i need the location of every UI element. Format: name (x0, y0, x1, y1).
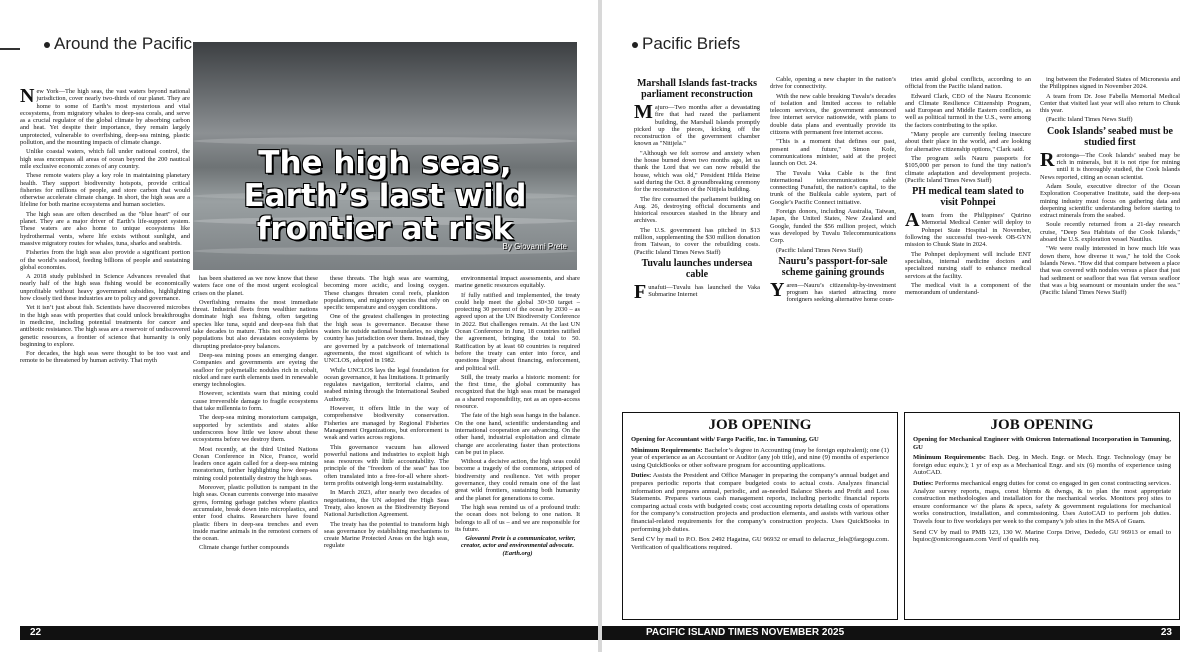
paragraph-text: unafuti—Tuvalu has launched the Vaka Submarine Internet (648, 283, 760, 299)
section-title-left: Around the Pacific (44, 34, 194, 56)
paragraph: Soule recently returned from a 21-day research cruise, "Deep Sea Habitats of the Cook Islands," aboard the U.S. exploration vessel Nautilus. (1040, 221, 1180, 244)
paragraph: Adam Soule, executive director of the Ocean Exploration Cooperative Institute, said the deep-sea mining industry must focus on gathering data and deepening scientific understanding before starting to extract minerals from the seabed. (1040, 182, 1180, 220)
duties-text: Performs mechanical engrg duties for const co engaged in gen const contracting services. Analyze survey reports, maps, const blprnts & dwngs, & to plan the most appropriate construction methodologies and installation for the mechanical works. Monitors proj sites to ensure conformance w/ the plans & specs, safety & government regulations for mechanical works construction, installation, and commissioning. Uses AutoCAD to perform job duties. Travels four to five workdays per week to the company’s job sites in the MSA of Guam. (913, 479, 1171, 525)
page-number-left: 22 (30, 627, 42, 638)
paragraph (634, 101, 760, 148)
paragraph: these threats. The high seas are warming, becoming more acidic, and losing oxygen. These changes threaten coral reefs, plankton populations, and migratory species that rely on specific temperature and oxygen conditions. (324, 275, 449, 312)
paragraph: However, scientists warn that mining could cause irreversible damage to fragile ecosystems that take millennia to form. (193, 390, 318, 413)
paragraph: The U.S. government has pitched in $13 million, supplementing the $30 million donation from Taiwan, to cover the rebuilding costs. (Pacific Island Times News Staff) (634, 226, 760, 256)
paragraph: Foreign donors, including Australia, Taiwan, Japan, the United States, New Zealand and Google, funded the $56 million project, which was developed by Tuvalu Telecommunications Corp. (770, 208, 896, 245)
drop-cap: A (905, 209, 920, 232)
brief-headline: Marshall Islands fast-tracks parliament reconstruction (636, 78, 757, 100)
paragraph: The program sells Nauru passports for $105,000 per person to fund the tiny nation’s climate adaptation and development projects. (Pacific Island Times News Staff) (905, 154, 1031, 184)
paragraph: The medical visit is a component of the memorandum of understand- (905, 281, 1031, 297)
paragraph (905, 209, 1031, 249)
article-column-3 (324, 275, 449, 620)
briefs-column-3 (905, 76, 1031, 406)
paragraph: Overfishing remains the most immediate threat. Industrial fleets from wealthier nations dominate high sea fishing, often targeting species like tuna, squid and deep-sea fish that take decades to mature. This not only depletes populations but also devastates ecosystems by disrupting predator-prey balances. (193, 298, 318, 350)
briefs-column-1 (634, 76, 760, 406)
briefs-column-4 (1040, 76, 1180, 406)
requirements-text: Bachelor’s degree in Accounting (may be foreign equivalent); one (1) year of experience as an Accountant or Auditor (any job title), and nine (9) months of experience using QuickBooks or other software program for accounting applications. (631, 446, 889, 469)
paragraph: The fire consumed the parliament building on Aug. 26, destroying official documents and historical resources stashed in the library and archives. (634, 195, 760, 225)
requirements-text: Bach. Deg. in Mech. Engr. or Mech. Engr. Technology (may be foreign educ equiv.); 1 yr of exp as a Mechanical Engr. and six (6) months of experience using AutoCAD. (913, 454, 1171, 477)
paragraph: The deep-sea mining moratorium campaign, supported by scientists and states alike underscores how little we know about these ecosystems before we destroy them. (193, 414, 318, 444)
drop-cap: M (634, 101, 653, 123)
paragraph: "We were really interested in how much life was down there, how diverse it was," he told the Cook Islands News. "How did that compare between a place that was covered with nodules versus a place that just had sediment or seafloor that was flat versus seafloor that was a big seamount or mountain under the sea." (Pacific Island Times News Staff) (1040, 245, 1180, 297)
paragraph: The Tuvalu Vaka Cable is the first international telecommunications cable connecting Funafuti, the nation’s capital, to the trunk of the Bulikula cable system, part of Google’s Pacific Connect initiative. (770, 169, 896, 206)
page-number-right: 23 (1160, 627, 1172, 638)
duties-label: Duties: (631, 472, 652, 480)
job-contact: Send CV by mail to P.O. Box 2492 Hagatna, GU 96932 or email to delacruz_fels@fargogu.com. Verification of qualifications required. (631, 536, 889, 551)
paragraph: However, it offers little in the way of comprehensive biodiversity conservation. Fisheries are managed by Regional Fisheries Management Organizations, but enforcement is weak and varies across regions. (324, 405, 449, 442)
paragraph-text: team from the Philippines’ Quirino Memorial Medical Center will deploy to Pohnpei State Hospital in November, following the successful two-week OB-GYN mission to Chuuk State in 2024. (905, 212, 1031, 249)
paragraph: The high seas are often described as the "blue heart" of our planet. They are a major driver of Earth’s life-support system. These waters are also home to unique ecosystems like hydrothermal vents, where life exists without sunlight, and massive migratory routes for whales, tuna, sharks and seabirds. (20, 210, 190, 247)
paragraph: The fate of the high seas hangs in the balance. On the one hand, scientific understanding and international cooperation are advancing. On the other hand, industrial exploitation and climate change are accelerating faster than protections can be put in place. (455, 412, 580, 456)
job-ad-accountant (622, 412, 898, 620)
footer-left (20, 626, 598, 640)
job-opening: Opening for Mechanical Engineer with Omicron International Incorporation in Tamuning, GU (913, 436, 1171, 451)
brief-headline: Cook Islands’ seabed must be studied first (1047, 125, 1173, 148)
article-headline: The high seas, Earth’s last wild frontier at risk (243, 145, 527, 247)
article-column-4 (455, 275, 580, 620)
drop-cap: R (1040, 148, 1055, 171)
paragraph: Moreover, plastic pollution is rampant in the high seas. Ocean currents converge into massive gyres, forming garbage patches where plastics accumulate, break down into microplastics, and enter food chains. Researchers have found plastic fibers in deep-sea trenches and even inside marine animals in the remotest corners of the ocean. (193, 484, 318, 543)
publication-footer: PACIFIC ISLAND TIMES NOVEMBER 2025 (646, 627, 845, 638)
drop-cap: N (20, 88, 35, 107)
paragraph: The Pohnpei deployment will include ENT specialists, internal medicine doctors and specialized nursing staff to enhance medical services at the facility. (905, 250, 1031, 280)
article-column-2 (193, 275, 318, 620)
hero-image (193, 42, 577, 270)
paragraph: tries amid global conflicts, according to an official from the Pacific island nation. (905, 76, 1031, 91)
requirements-label: Minimum Requirements: (631, 446, 703, 454)
paragraph-text: ajuro—Two months after a devastating fire that had razed the parliament building, the Marshall Islands promptly picked up the pieces, kicking off the reconstruction of the government chamber known as "Nitijela." (634, 104, 760, 148)
brief-headline: Nauru’s passport-for-sale scheme gaining grounds (778, 255, 888, 278)
job-requirements (913, 454, 1171, 477)
right-page (602, 0, 1200, 652)
paragraph (20, 88, 190, 146)
paragraph: "This is a moment that defines our past, present and future," Simon Kofe, communications minister, said at the project launch on Oct. 24. (770, 138, 896, 168)
job-opening: Opening for Accountant with/ Fargo Pacific, Inc. in Tamuning, GU (631, 436, 819, 443)
brief-headline: PH medical team slated to visit Pohnpei (912, 186, 1024, 209)
drop-cap: F (634, 280, 647, 303)
job-duties (631, 472, 889, 533)
footer-right (602, 626, 1180, 640)
paragraph: The treaty has the potential to transform high seas governance by establishing mechanisms to create Marine Protected Areas on the high seas, regulate (324, 520, 449, 550)
left-page (0, 0, 598, 652)
paragraph: Unlike coastal waters, which fall under national control, the high seas encompass all areas of ocean beyond the 200 nautical mile exclusive economic zones of any country. (20, 148, 190, 170)
section-bullet-icon (44, 42, 50, 48)
paragraph: Cable, opening a new chapter in the nation’s drive for connectivity. (770, 76, 896, 91)
paragraph: Without a decisive action, the high seas could become a tragedy of the commons, stripped of biodiversity and resilience. Yet with proper governance, they could remain one of the last great wild frontiers, sustaining both humanity and the planet for generations to come. (455, 458, 580, 502)
paragraph: Fisheries from the high seas also provide a significant portion of the world’s seafood, feeding billions of people and sustaining global economies. (20, 249, 190, 271)
job-requirements (631, 447, 889, 470)
article-byline: By Giovanni Prete (502, 242, 567, 251)
paragraph: ing between the Federated States of Micronesia and the Philippines signed in November 2024. (1040, 76, 1180, 91)
paragraph: (Pacific Island Times News Staff) (776, 246, 863, 254)
paragraph: Still, the treaty marks a historic moment: for the first time, the global community has recognized that the high seas must be managed as a shared responsibility, not as an open-access resource. (455, 373, 580, 411)
job-duties (913, 480, 1171, 526)
paragraph: A team from Dr. Jose Fabella Memorial Medical Center that visited last year will also return to Chuuk this year. (1040, 92, 1180, 115)
paragraph-text: aren—Nauru’s citizenship-by-investment program has started attracting more foreigners seeking alternative home coun- (786, 281, 896, 304)
paragraph: Deep-sea mining poses an emerging danger. Companies and governments are eyeing the seafloor for polymetallic nodules rich in cobalt, nickel and rare earth elements used in renewable energy technologies. (193, 351, 318, 389)
job-ad-mechanical-engineer (904, 412, 1180, 620)
paragraph-text: arotonga—The Cook Islands’ seabed may be rich in minerals, but it is not ripe for mining until it is thoroughly studied, the Cook Islands News reported, citing an ocean scientist. (1040, 151, 1180, 181)
paragraph: In March 2023, after nearly two decades of negotiations, the UN adopted the High Seas Treaty, also known as the Biodiversity Beyond National Jurisdiction Agreement. (324, 489, 449, 519)
paragraph: Yet it isn’t just about fish. Scientists have discovered microbes in the high seas with properties that could unlock breakthroughs in medicine, including potential treatments for cancer and antibiotic resistance. The high seas are a reservoir of undiscovered genetic resources, a frontier of science that humanity is only beginning to explore. (20, 304, 190, 348)
paragraph: If fully ratified and implemented, the treaty could help meet the global 30×30 target – protecting 30 percent of the ocean by 2030 – as agreed upon at the UN Biodiversity Conference in 2022. But challenges remain. At the last UN Ocean Conference in June, 18 countries ratified the agreement, bringing the total to 50. Ratification by at least 60 countries is required before the treaty can enter into force, and questions linger about financing, enforcement, and political will. (455, 291, 580, 372)
paragraph (634, 280, 760, 303)
paragraph: Giovanni Prete is a communicator, writer, creator, actor and environmental advocate. (Earth.org) (461, 535, 576, 557)
duties-label: Duties: (913, 479, 934, 487)
paragraph: (Pacific Island Times News Staff) (1046, 116, 1133, 124)
section-title-right: Pacific Briefs (632, 34, 832, 56)
paragraph: environmental impact assessments, and share marine genetic resources equitably. (455, 275, 580, 290)
paragraph: Edward Clark, CEO of the Nauru Economic and Climate Resilience Citizenship Program, said European and Middle Eastern conflicts, as well as political turmoil in the U.S., were among the factors contributing to the spike. (905, 92, 1031, 129)
paragraph: Climate change further compounds (199, 544, 289, 552)
paragraph: With the new cable breaking Tuvalu’s decades of isolation and limited access to reliable telecom services, the government announced free internet service nationwide, with plans to double data plans and eventually provide its citizens with permanent free internet access. (770, 92, 896, 137)
paragraph: This governance vacuum has allowed powerful nations and industries to exploit high seas resources with little accountability. The principle of the "freedom of the seas" has too often translated into a free-for-all where short-term profits outweigh long-term sustainability. (324, 443, 449, 488)
paragraph: A 2018 study published in Science Advances revealed that nearly half of the high seas fishing would be economically unprofitable without heavy government subsidies, highlighting how closely tied these industries are to policy and governance. (20, 273, 190, 303)
paragraph (1040, 148, 1180, 181)
paragraph (770, 278, 896, 304)
paragraph: For decades, the high seas were thought to be too vast and remote to be threatened by human activity. That myth (20, 350, 190, 365)
paragraph: These remote waters play a key role in maintaining planetary health. They support biodiversity hotspots, provide critical fisheries for millions of people, and store carbon that would otherwise accelerate climate change. In short, the high seas are a lifeline for both marine ecosystems and human societies. (20, 172, 190, 209)
job-title: JOB OPENING (990, 417, 1094, 433)
paragraph: The high seas remind us of a profound truth: the ocean does not belong to one nation. It belongs to all of us – and we are responsible for its future. (455, 503, 580, 533)
paragraph: has been shattered as we now know that these waters face one of the most urgent ecological crises on the planet. (193, 275, 318, 297)
article-column-1 (20, 88, 190, 618)
duties-text: Assists the President and Office Manager in preparing the company’s annual budget and prepares periodic reports that compare budgeted costs to actual costs. Analyzes financial information and prepares annual, periodic, and as-needed Balance Sheets and Profit and Loss Statements. Prepares various cash management reports, including periodic financial reports comparing actual costs with budgeted costs; cost accounting reports detailing costs of operations for the company’s construction projects and production elements, and assists with various other financial-related requirements for the company’s construction projects. Uses QuickBooks in performing job duties. (631, 472, 889, 533)
briefs-column-2 (770, 76, 896, 406)
job-title: JOB OPENING (708, 417, 812, 433)
paragraph: "Many people are currently feeling insecure about their place in the world, and are looking for alternative citizenship options," Clark said. (905, 131, 1031, 153)
drop-cap: Y (770, 278, 785, 301)
requirements-label: Minimum Requirements: (913, 454, 986, 462)
paragraph: One of the greatest challenges in protecting the high seas is governance. Because these waters lie outside national boundaries, no single country has jurisdiction over them. Instead, they are governed by a patchwork of international agreements, the most significant of which is UNCLOS, adopted in 1982. (324, 313, 449, 365)
paragraph-text: ew York—The high seas, the vast waters beyond national jurisdiction, cover nearly two-thirds of our planet. They are home to some of Earth’s most mysterious and vital ecosystems, from migratory whales to deep-sea corals, and serve as a crucial regulator of the global climate by absorbing carbon and heat. Yet despite their importance, they remain largely unprotected, vulnerable to overfishing, deep-sea mining, plastic pollution, and the mounting impacts of climate change. (20, 88, 190, 147)
paragraph: While UNCLOS lays the legal foundation for ocean governance, it has limitations. It primarily regulates navigation, territorial claims, and seabed mining through the International Seabed Authority. (324, 366, 449, 403)
paragraph: Most recently, at the third United Nations Ocean Conference in Nice, France, world leaders once again called for a deep-sea mining moratorium, further highlighting how deep-sea mining could potentially destroy the high seas. (193, 445, 318, 482)
paragraph: "Although we felt sorrow and anxiety when the house burned down two months ago, let us thank the Lord that we can now rebuild the house, which was old," President Hilda Heine said during the Oct. 8 groundbreaking ceremony for the reconstruction of the Nitijela building. (634, 149, 760, 194)
section-bullet-icon (632, 42, 638, 48)
brief-headline: Tuvalu launches undersea cable (641, 257, 753, 280)
job-contact: Send CV by mail to PMB 123, 130 W. Marine Corps Drive, Dededo, GU 96913 or email to hquioc@omicronguam.com Verif of qualifs req. (913, 528, 1171, 544)
